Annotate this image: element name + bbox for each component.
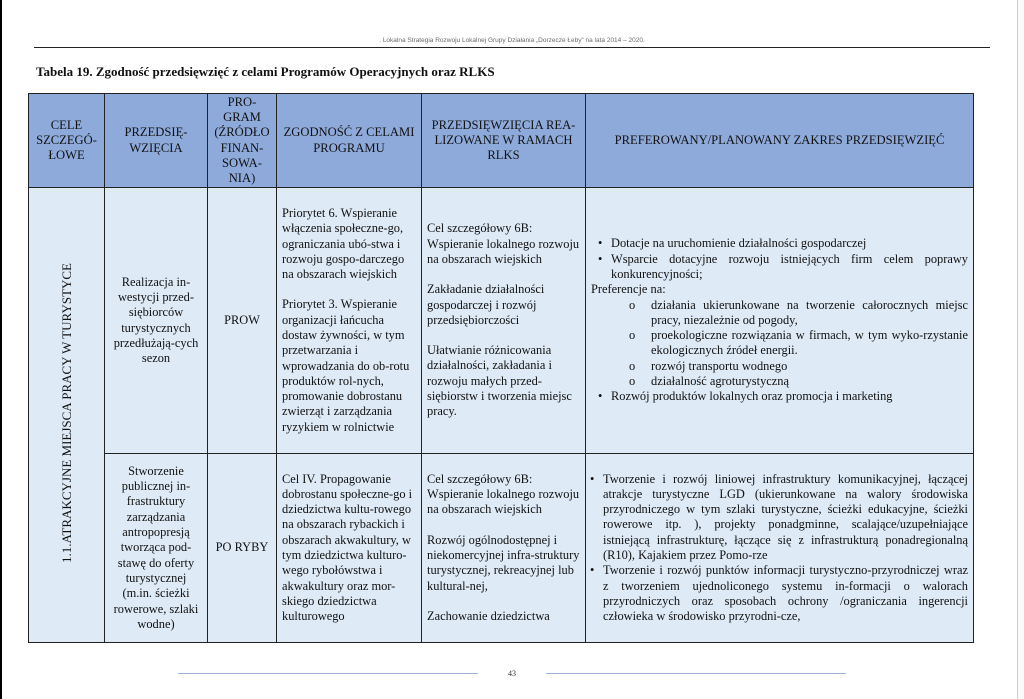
rlks-cell — [422, 188, 586, 454]
program-cell: PROW — [208, 188, 277, 454]
list-item: • Tworzenie i rozwój liniowej infrastruktury komunikacyjnej, łączącej atrakcje turystyczne LGD (ukierunkowane na walory środowiska przyrodniczego w tym szlaki turystyczne, ścieżki edukacyjne, ścieżki rowerowe itp. ), projekty ponadgminne, scalające/uzupełniające istniejącą infrastrukturę, łączące się z infrastrukturą ponadregionalną (R10), Kajakiem przez Pomo-rze — [603, 472, 968, 564]
table-header-row — [29, 94, 974, 188]
list-item: o działalność agroturystyczną — [651, 374, 968, 389]
scope-bullet-list-bottom — [591, 389, 968, 404]
compliance-cell — [277, 188, 422, 454]
rlks-goal-6b: Cel szczegółowy 6B: Wspieranie lokalnego rozwoju na obszarach wiejskich — [427, 471, 580, 517]
goal-label: 1.1.ATRAKCYJNE MIEJSCA PRACY W TURYSTYCE — [58, 262, 74, 563]
rlks-heritage: Zachowanie dziedzictwa — [427, 608, 550, 623]
scope-bullet-list — [591, 472, 968, 625]
table-caption: Tabela 19. Zgodność przedsięwzięć z celami Programów Operacyjnych oraz RLKS — [36, 64, 495, 79]
rlks-goal-6b: Cel szczegółowy 6B: Wspieranie lokalnego rozwoju na obszarach wiejskich — [427, 221, 580, 266]
compliance-cell — [277, 454, 422, 643]
header-rule — [34, 47, 990, 48]
col-header-scope: PREFEROWANY/PLANOWANY ZAKRES PRZEDSIĘWZIĘĆ — [586, 94, 974, 188]
compliance-goal-iv: Cel IV. Propagowanie dobrostanu społeczne-go i dziedzictwa kultu-rowego na obszarach rybackich i obszarach akwakultury, w tym dziedzictwa kulturo-wego rybołówstwa i akwakultury oraz mor-skiego dziedzictwa kulturowego — [282, 471, 413, 624]
footer-rule-right — [546, 673, 846, 674]
list-item: • Dotacje na uruchomienie działalności gospodarczej — [611, 236, 968, 251]
compliance-table — [28, 93, 974, 643]
preferences-label: Preferencje na: — [591, 282, 666, 297]
scope-bullet-list — [591, 236, 968, 282]
preferences-list — [591, 298, 968, 390]
table-row — [29, 188, 974, 454]
undertaking-cell: Stworzenie publicznej in-frastruktury zarządzania antropopresją tworząca pod-stawę do oferty turystycznej (m.in. ścieżki rowerowe, szlaki wodne) — [105, 454, 208, 643]
rlks-cell — [422, 454, 586, 643]
scope-cell — [586, 188, 974, 454]
goal-cell — [29, 188, 105, 643]
page-left-edge — [0, 0, 2, 699]
col-header-rlks: PRZEDSIĘWZIĘCIA REA-LIZOWANE W RAMACH RLKS — [422, 94, 586, 188]
table-row — [29, 454, 974, 643]
compliance-priority-3: Priorytet 3. Wspieranie organizacji łańcucha dostaw żywności, w tym przetwarzania i wprowadzania do ob-rotu produktów rol-nych, promowanie dobrostanu zwierząt i zarządzania ryzykiem w rolnictwie — [282, 297, 410, 434]
running-header: . Lokalna Strategia Rozwoju Lokalnej Grupy Działania „Dorzecze Łeby” na lata 2014 – 2020. — [379, 37, 645, 44]
list-item: o rozwój transportu wodnego — [651, 359, 968, 374]
footer-rule-left — [178, 673, 478, 674]
rlks-business-start: Zakładanie działalności gospodarczej i rozwój przedsiębiorczości — [427, 282, 545, 327]
rlks-infrastructure: Rozwój ogólnodostępnej i niekomercyjnej infra-struktury turystycznej, rekreacyjnej lub kultural-nej, — [427, 532, 580, 593]
undertaking-cell: Realizacja in-westycji przed-siębiorców turystycznych przedłużają-cych sezon — [105, 188, 208, 454]
compliance-priority-6: Priorytet 6. Wspieranie włączenia społeczne-go, ograniczania ubó-stwa i rozwoju gospo-darczego na obszarach wiejskich — [282, 205, 405, 282]
scope-cell — [586, 454, 974, 643]
list-item: o proekologiczne rozwiązania w firmach, w tym wyko-rzystanie ekologicznych źródeł energii. — [651, 328, 968, 359]
list-item: • Rozwój produktów lokalnych oraz promocja i marketing — [611, 389, 968, 404]
list-item: • Wsparcie dotacyjne rozwoju istniejących firm celem poprawy konkurencyjności; — [611, 252, 968, 283]
list-item: o działania ukierunkowane na tworzenie całorocznych miejsc pracy, niezależnie od pogody, — [651, 298, 968, 329]
col-header-undertakings: PRZEDSIĘ-WZIĘCIA — [105, 94, 208, 188]
col-header-program: PRO-GRAM (ŹRÓDŁO FINAN-SOWA-NIA) — [208, 94, 277, 188]
col-header-goals: CELE SZCZEGÓ-ŁOWE — [29, 94, 105, 188]
page-right-edge — [1017, 0, 1024, 699]
page-number: 43 — [508, 669, 516, 678]
list-item: • Tworzenie i rozwój punktów informacji turystyczno-przyrodniczej wraz z tworzeniem ujednoliconego systemu in-formacji o walorach przyrodniczych oraz sposobach ochrony /ograniczania ingerencji człowieka w środowisko przyrodni-cze, — [603, 563, 968, 624]
rlks-diversification: Ułatwianie różnicowania działalności, zakładania i rozwoju małych przed-siębiorstw i tworzenia miejsc pracy. — [427, 343, 572, 419]
program-cell: PO RYBY — [208, 454, 277, 643]
col-header-compliance: ZGODNOŚĆ Z CELAMI PROGRAMU — [277, 94, 422, 188]
